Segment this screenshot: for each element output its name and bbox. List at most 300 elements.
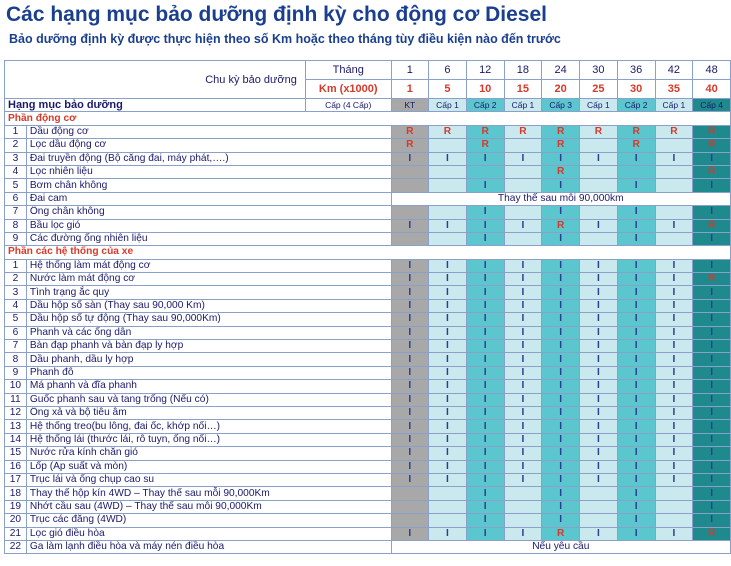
schedule-cell: I xyxy=(466,353,504,366)
schedule-cell: I xyxy=(391,393,429,406)
schedule-cell xyxy=(655,500,693,513)
schedule-cell: I xyxy=(655,393,693,406)
schedule-cell: I xyxy=(693,152,731,165)
schedule-cell: I xyxy=(617,433,655,446)
schedule-cell: I xyxy=(617,206,655,219)
schedule-cell: I xyxy=(617,380,655,393)
schedule-cell: I xyxy=(693,366,731,379)
row-item: Guốc phanh sau và tang trống (Nếu có) xyxy=(26,393,391,406)
month-cell: 6 xyxy=(429,61,467,80)
km-cell: 30 xyxy=(617,80,655,99)
schedule-cell: I xyxy=(466,326,504,339)
table-row xyxy=(5,206,731,219)
schedule-cell: I xyxy=(466,527,504,540)
schedule-cell xyxy=(429,232,467,245)
schedule-cell: I xyxy=(655,152,693,165)
schedule-cell: I xyxy=(466,420,504,433)
schedule-cell xyxy=(429,179,467,192)
level-cell: Cấp 4 xyxy=(693,99,731,112)
schedule-cell: I xyxy=(580,219,618,232)
schedule-cell: I xyxy=(504,313,542,326)
schedule-cell: I xyxy=(580,406,618,419)
row-number: 12 xyxy=(5,406,27,419)
schedule-cell: I xyxy=(391,353,429,366)
schedule-cell: I xyxy=(655,420,693,433)
row-item: Trục lái và ống chụp cao su xyxy=(26,473,391,486)
table-row xyxy=(5,473,731,486)
schedule-cell: R xyxy=(693,273,731,286)
schedule-cell: I xyxy=(391,460,429,473)
table-row xyxy=(5,366,731,379)
schedule-cell: I xyxy=(429,447,467,460)
schedule-cell xyxy=(580,232,618,245)
schedule-cell: I xyxy=(466,259,504,272)
schedule-cell: I xyxy=(542,232,580,245)
level-cell: Cấp 1 xyxy=(655,99,693,112)
row-item: Các đường ống nhiên liệu xyxy=(26,232,391,245)
section-title: Phần các hệ thống của xe xyxy=(5,246,731,259)
schedule-cell: I xyxy=(391,313,429,326)
schedule-cell: I xyxy=(655,460,693,473)
table-row xyxy=(5,420,731,433)
schedule-cell: I xyxy=(617,219,655,232)
table-row xyxy=(5,165,731,178)
schedule-cell xyxy=(655,487,693,500)
schedule-cell: I xyxy=(391,152,429,165)
schedule-cell: R xyxy=(693,139,731,152)
schedule-cell: I xyxy=(429,366,467,379)
item-label: Hạng mục bảo dưỡng xyxy=(5,99,306,112)
schedule-cell xyxy=(391,487,429,500)
row-number: 4 xyxy=(5,165,27,178)
schedule-cell: I xyxy=(429,286,467,299)
row-number: 4 xyxy=(5,299,27,312)
schedule-cell: I xyxy=(391,433,429,446)
km-cell: 15 xyxy=(504,80,542,99)
schedule-cell: I xyxy=(580,393,618,406)
schedule-cell: I xyxy=(655,353,693,366)
schedule-cell xyxy=(580,139,618,152)
schedule-cell: I xyxy=(504,259,542,272)
schedule-cell: I xyxy=(580,447,618,460)
schedule-cell: I xyxy=(542,473,580,486)
schedule-cell: I xyxy=(504,406,542,419)
schedule-cell: I xyxy=(617,232,655,245)
schedule-cell xyxy=(655,206,693,219)
table-row xyxy=(5,433,731,446)
schedule-cell xyxy=(429,139,467,152)
schedule-cell: I xyxy=(693,487,731,500)
level-cell: Cấp 1 xyxy=(580,99,618,112)
cycle-label: Chu kỳ bảo dưỡng xyxy=(5,61,306,99)
schedule-cell: I xyxy=(655,273,693,286)
schedule-cell: I xyxy=(429,380,467,393)
schedule-cell: I xyxy=(504,393,542,406)
schedule-cell: I xyxy=(580,273,618,286)
schedule-cell: I xyxy=(391,380,429,393)
header-month-row xyxy=(5,61,731,80)
schedule-cell: I xyxy=(504,326,542,339)
row-item: Hệ thống lái (thước lái, rô tuyn, ống nối…) xyxy=(26,433,391,446)
row-item: Ga làm lạnh điều hòa và máy nén điều hòa xyxy=(26,540,391,553)
schedule-cell: I xyxy=(391,219,429,232)
km-cell: 5 xyxy=(429,80,467,99)
schedule-cell xyxy=(655,514,693,527)
schedule-cell: I xyxy=(429,259,467,272)
schedule-cell: I xyxy=(580,326,618,339)
schedule-cell: I xyxy=(504,527,542,540)
schedule-cell: I xyxy=(504,447,542,460)
schedule-cell: I xyxy=(542,460,580,473)
schedule-cell: R xyxy=(655,125,693,138)
schedule-cell: I xyxy=(655,326,693,339)
schedule-cell: I xyxy=(391,420,429,433)
table-row xyxy=(5,380,731,393)
schedule-cell xyxy=(504,139,542,152)
row-item: Đai truyền động (Bộ căng đai, máy phát,….) xyxy=(26,152,391,165)
schedule-cell: I xyxy=(504,460,542,473)
schedule-cell: I xyxy=(580,473,618,486)
row-item: Nước làm mát động cơ xyxy=(26,273,391,286)
schedule-cell: R xyxy=(391,139,429,152)
schedule-cell: I xyxy=(542,433,580,446)
schedule-cell xyxy=(504,179,542,192)
schedule-cell: I xyxy=(542,313,580,326)
schedule-cell: I xyxy=(580,340,618,353)
schedule-cell: I xyxy=(391,273,429,286)
schedule-cell: I xyxy=(542,514,580,527)
table-row xyxy=(5,286,731,299)
schedule-cell: I xyxy=(429,460,467,473)
schedule-cell: I xyxy=(429,299,467,312)
schedule-cell xyxy=(429,514,467,527)
schedule-cell: I xyxy=(693,313,731,326)
table-row xyxy=(5,139,731,152)
month-cell: 36 xyxy=(617,61,655,80)
schedule-cell: I xyxy=(693,380,731,393)
schedule-cell: I xyxy=(542,420,580,433)
row-item: Bầu lọc gió xyxy=(26,219,391,232)
row-item: Phanh và các ống dẫn xyxy=(26,326,391,339)
schedule-cell: I xyxy=(655,259,693,272)
row-number: 1 xyxy=(5,125,27,138)
schedule-cell: I xyxy=(429,433,467,446)
schedule-cell xyxy=(580,206,618,219)
schedule-cell: I xyxy=(429,313,467,326)
table-row xyxy=(5,406,731,419)
schedule-cell: I xyxy=(504,380,542,393)
row-number: 2 xyxy=(5,273,27,286)
schedule-cell xyxy=(466,165,504,178)
schedule-cell: I xyxy=(580,420,618,433)
month-cell: 1 xyxy=(391,61,429,80)
level-cell: Cấp 1 xyxy=(429,99,467,112)
schedule-cell: I xyxy=(504,219,542,232)
schedule-cell: I xyxy=(504,366,542,379)
schedule-cell: I xyxy=(391,366,429,379)
schedule-cell: I xyxy=(655,313,693,326)
schedule-cell: I xyxy=(693,286,731,299)
schedule-cell: I xyxy=(542,353,580,366)
schedule-cell: R xyxy=(542,125,580,138)
month-label: Tháng xyxy=(305,61,391,80)
schedule-cell: I xyxy=(693,299,731,312)
month-cell: 24 xyxy=(542,61,580,80)
row-item: Ống chân không xyxy=(26,206,391,219)
schedule-cell: I xyxy=(655,366,693,379)
schedule-cell: R xyxy=(693,219,731,232)
schedule-cell xyxy=(429,487,467,500)
schedule-cell: I xyxy=(542,326,580,339)
schedule-cell xyxy=(504,165,542,178)
page-subtitle: Bảo dưỡng định kỳ được thực hiện theo số Km hoặc theo tháng tùy điều kiện nào đến trước xyxy=(9,32,561,46)
row-item: Trục các đăng (4WD) xyxy=(26,514,391,527)
maintenance-table xyxy=(4,60,731,554)
level-cell: Cấp 2 xyxy=(466,99,504,112)
schedule-cell: I xyxy=(466,487,504,500)
schedule-cell: I xyxy=(580,313,618,326)
row-number: 7 xyxy=(5,340,27,353)
schedule-cell: R xyxy=(429,125,467,138)
schedule-cell: I xyxy=(466,299,504,312)
row-number: 17 xyxy=(5,473,27,486)
schedule-cell: I xyxy=(542,447,580,460)
row-number: 20 xyxy=(5,514,27,527)
km-cell: 25 xyxy=(580,80,618,99)
schedule-cell: I xyxy=(542,179,580,192)
level-cell: KT xyxy=(391,99,429,112)
schedule-cell xyxy=(429,206,467,219)
schedule-cell: I xyxy=(542,152,580,165)
schedule-cell: I xyxy=(655,473,693,486)
row-item: Thay thế hộp kín 4WD – Thay thế sau mỗi 90,000Km xyxy=(26,487,391,500)
row-item: Lọc dầu động cơ xyxy=(26,139,391,152)
row-number: 8 xyxy=(5,353,27,366)
schedule-cell: I xyxy=(617,340,655,353)
schedule-cell: I xyxy=(580,152,618,165)
schedule-cell: I xyxy=(580,299,618,312)
table-row xyxy=(5,259,731,272)
schedule-cell: I xyxy=(466,406,504,419)
table-row xyxy=(5,152,731,165)
schedule-cell xyxy=(391,206,429,219)
schedule-cell: I xyxy=(466,206,504,219)
row-item: Tình trạng ắc quy xyxy=(26,286,391,299)
row-number: 13 xyxy=(5,420,27,433)
schedule-cell: I xyxy=(542,259,580,272)
schedule-cell: I xyxy=(391,259,429,272)
row-number: 5 xyxy=(5,179,27,192)
table-row xyxy=(5,460,731,473)
schedule-cell: R xyxy=(542,139,580,152)
schedule-cell: I xyxy=(429,353,467,366)
schedule-cell xyxy=(580,165,618,178)
schedule-cell: R xyxy=(617,139,655,152)
row-number: 5 xyxy=(5,313,27,326)
schedule-cell xyxy=(580,514,618,527)
table-row xyxy=(5,340,731,353)
schedule-cell xyxy=(655,232,693,245)
schedule-cell: I xyxy=(693,500,731,513)
schedule-cell: I xyxy=(617,313,655,326)
schedule-cell xyxy=(580,179,618,192)
row-item: Phanh đỗ xyxy=(26,366,391,379)
schedule-cell: I xyxy=(580,259,618,272)
schedule-cell: I xyxy=(617,179,655,192)
month-cell: 48 xyxy=(693,61,731,80)
row-item: Bàn đạp phanh và bàn đạp ly hợp xyxy=(26,340,391,353)
row-item: Hệ thống treo(bu lông, đai ốc, khớp nối…) xyxy=(26,420,391,433)
schedule-cell: I xyxy=(542,487,580,500)
schedule-cell: I xyxy=(617,259,655,272)
schedule-cell: I xyxy=(542,286,580,299)
schedule-cell: R xyxy=(466,139,504,152)
schedule-cell: R xyxy=(580,125,618,138)
section-title: Phần động cơ xyxy=(5,112,731,125)
schedule-cell: I xyxy=(429,406,467,419)
schedule-cell: I xyxy=(429,219,467,232)
row-number: 16 xyxy=(5,460,27,473)
row-number: 21 xyxy=(5,527,27,540)
table-row xyxy=(5,500,731,513)
schedule-cell: I xyxy=(466,366,504,379)
schedule-cell: I xyxy=(693,420,731,433)
table-row xyxy=(5,326,731,339)
schedule-cell: I xyxy=(542,406,580,419)
schedule-cell: I xyxy=(655,447,693,460)
schedule-cell: I xyxy=(542,273,580,286)
schedule-cell: I xyxy=(504,353,542,366)
row-number: 7 xyxy=(5,206,27,219)
table-row xyxy=(5,447,731,460)
schedule-cell: I xyxy=(617,487,655,500)
schedule-cell: I xyxy=(391,299,429,312)
section-header xyxy=(5,112,731,125)
schedule-cell: I xyxy=(617,273,655,286)
schedule-cell: I xyxy=(391,340,429,353)
schedule-cell: I xyxy=(466,340,504,353)
schedule-cell: I xyxy=(504,420,542,433)
schedule-cell xyxy=(655,139,693,152)
schedule-cell: I xyxy=(617,353,655,366)
schedule-cell: R xyxy=(693,165,731,178)
schedule-cell: I xyxy=(429,420,467,433)
row-item: Nhớt cầu sau (4WD) – Thay thế sau mỗi 90,000Km xyxy=(26,500,391,513)
schedule-cell: I xyxy=(617,420,655,433)
table-row xyxy=(5,540,731,553)
schedule-cell xyxy=(429,165,467,178)
schedule-cell: I xyxy=(693,353,731,366)
schedule-cell: I xyxy=(504,299,542,312)
schedule-cell: I xyxy=(429,326,467,339)
schedule-cell: I xyxy=(617,447,655,460)
schedule-cell xyxy=(391,232,429,245)
month-cell: 42 xyxy=(655,61,693,80)
km-cell: 20 xyxy=(542,80,580,99)
schedule-cell: I xyxy=(580,366,618,379)
schedule-cell: I xyxy=(655,299,693,312)
schedule-cell: I xyxy=(580,353,618,366)
table-row xyxy=(5,179,731,192)
schedule-cell: I xyxy=(655,286,693,299)
schedule-cell: R xyxy=(504,125,542,138)
table-row xyxy=(5,219,731,232)
month-cell: 18 xyxy=(504,61,542,80)
schedule-cell xyxy=(504,206,542,219)
schedule-cell: I xyxy=(466,500,504,513)
schedule-cell: I xyxy=(391,406,429,419)
schedule-cell: I xyxy=(429,473,467,486)
schedule-cell xyxy=(655,179,693,192)
row-number: 18 xyxy=(5,487,27,500)
row-item: Lọc gió điều hòa xyxy=(26,527,391,540)
row-item: Hệ thống làm mát động cơ xyxy=(26,259,391,272)
schedule-cell: I xyxy=(504,433,542,446)
schedule-cell: I xyxy=(693,514,731,527)
schedule-cell: I xyxy=(580,527,618,540)
row-item: Má phanh và đĩa phanh xyxy=(26,380,391,393)
schedule-cell: I xyxy=(391,447,429,460)
schedule-cell: I xyxy=(466,152,504,165)
table-row xyxy=(5,393,731,406)
row-item: Dầu phanh, dầu ly hợp xyxy=(26,353,391,366)
km-label: Km (x1000) xyxy=(305,80,391,99)
row-number: 6 xyxy=(5,192,27,205)
table-row xyxy=(5,232,731,245)
row-number: 8 xyxy=(5,219,27,232)
schedule-cell: I xyxy=(693,340,731,353)
schedule-cell xyxy=(504,500,542,513)
schedule-cell xyxy=(504,232,542,245)
row-note: Nếu yêu cầu xyxy=(391,540,730,553)
schedule-cell: I xyxy=(655,527,693,540)
row-number: 15 xyxy=(5,447,27,460)
schedule-cell: I xyxy=(391,286,429,299)
row-note: Thay thế sau mỗi 90,000km xyxy=(391,192,730,205)
schedule-cell: I xyxy=(617,326,655,339)
row-item: Dầu động cơ xyxy=(26,125,391,138)
schedule-cell: I xyxy=(466,286,504,299)
row-number: 6 xyxy=(5,326,27,339)
table-row xyxy=(5,313,731,326)
table-row xyxy=(5,514,731,527)
schedule-cell: I xyxy=(693,447,731,460)
schedule-cell: I xyxy=(580,286,618,299)
schedule-cell: I xyxy=(466,473,504,486)
schedule-cell: I xyxy=(429,152,467,165)
schedule-cell: I xyxy=(617,527,655,540)
schedule-cell: R xyxy=(391,125,429,138)
schedule-cell: I xyxy=(391,326,429,339)
schedule-cell: I xyxy=(391,473,429,486)
row-number: 2 xyxy=(5,139,27,152)
schedule-cell: I xyxy=(655,340,693,353)
schedule-cell: I xyxy=(617,393,655,406)
month-cell: 12 xyxy=(466,61,504,80)
row-item: Ống xả và bộ tiêu âm xyxy=(26,406,391,419)
schedule-cell: I xyxy=(466,380,504,393)
row-number: 11 xyxy=(5,393,27,406)
row-item: Dầu hộp số sàn (Thay sau 90,000 Km) xyxy=(26,299,391,312)
schedule-cell: I xyxy=(693,406,731,419)
schedule-cell xyxy=(617,165,655,178)
row-number: 22 xyxy=(5,540,27,553)
table-row xyxy=(5,273,731,286)
schedule-cell: R xyxy=(693,527,731,540)
schedule-cell: R xyxy=(542,165,580,178)
schedule-cell: I xyxy=(466,313,504,326)
schedule-cell: I xyxy=(693,179,731,192)
